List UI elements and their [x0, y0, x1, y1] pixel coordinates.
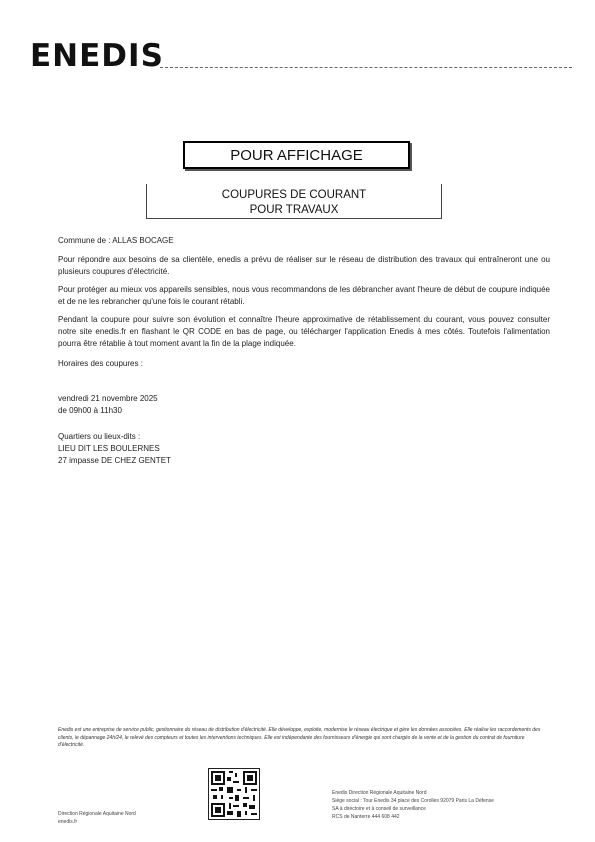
quarters-block [58, 431, 171, 467]
schedule-label: Horaires des coupures : [58, 359, 143, 368]
quarter-item: LIEU DIT LES BOULERNES [58, 444, 160, 453]
enedis-logo: ENEDIS [30, 38, 164, 74]
footer-right-line: Siège social : Tour Enedis 34 place des Corolles 92079 Paris La Défense [332, 798, 494, 804]
outage-date: vendredi 21 novembre 2025 [58, 394, 158, 403]
quarter-item: 27 impasse DE CHEZ GENTET [58, 456, 171, 465]
footer-left-line: enedis.fr [58, 819, 78, 825]
schedule-block [58, 393, 158, 417]
outage-time: de 09h00 à 11h30 [58, 406, 122, 415]
qr-code-icon[interactable] [208, 768, 260, 820]
footer-right-line: SA à directoire et à conseil de surveillance [332, 806, 426, 812]
notice-title: POUR AFFICHAGE [230, 146, 363, 164]
footer-right-line: RCS de Nanterre 444 608 442 [332, 814, 400, 820]
footer-left-block [58, 810, 136, 826]
qr-code-graphic [209, 769, 259, 819]
header-rule [160, 67, 572, 68]
footer-footnote: Enedis est une entreprise de service public, gestionnaire du réseau de distribution d'électricité. Elle développe, exploite, modernise le réseau électrique et gère les données associées. Elle réalise les raccordements des clients, le dépannage 24h/24, le relevé des compteurs et toutes les interventions techniques. Elle est indépendante des fournisseurs d'énergie qui sont chargés de la vente et de la gestion du contrat de fourniture d'électricité. [58, 727, 541, 748]
quarters-label: Quartiers ou lieux-dits : [58, 432, 141, 441]
notice-subtitle-line1: COUPURES DE COURANT [221, 189, 367, 201]
footer-left-line: Direction Régionale Aquitaine Nord [58, 811, 136, 817]
footer-right-line: Enedis Direction Régionale Aquitaine Nord [332, 790, 427, 796]
follow-up-paragraph: Pendant la coupure pour suivre son évolution et connaître l'heure approximative de rétablissement du courant, vous pouvez consulter notre site enedis.fr en flashant le QR CODE en bas de page, ou télécharger l'application Enedis à mes côtés. Toutefois l'alimentation pourra être rétablie à tout moment avant la fin de la plage indiquée. [58, 315, 550, 348]
notice-subtitle-line2: POUR TRAVAUX [249, 204, 339, 216]
notice-subtitle-box [146, 184, 442, 219]
intro-paragraph: Pour répondre aux besoins de sa clientèle, enedis a prévu de réaliser sur le réseau de distribution des travaux qui entraîneront une ou plusieurs coupures d'électricité. [58, 255, 550, 276]
protection-paragraph: Pour protéger au mieux vos appareils sensibles, nous vous recommandons de les débrancher avant l'heure de début de coupure indiquée et de ne les rebrancher qu'une fois le courant rétabli. [58, 285, 550, 306]
notice-title-box [183, 141, 410, 169]
commune-label: Commune de : ALLAS BOCAGE [58, 236, 174, 245]
footer-right-block [332, 789, 494, 821]
